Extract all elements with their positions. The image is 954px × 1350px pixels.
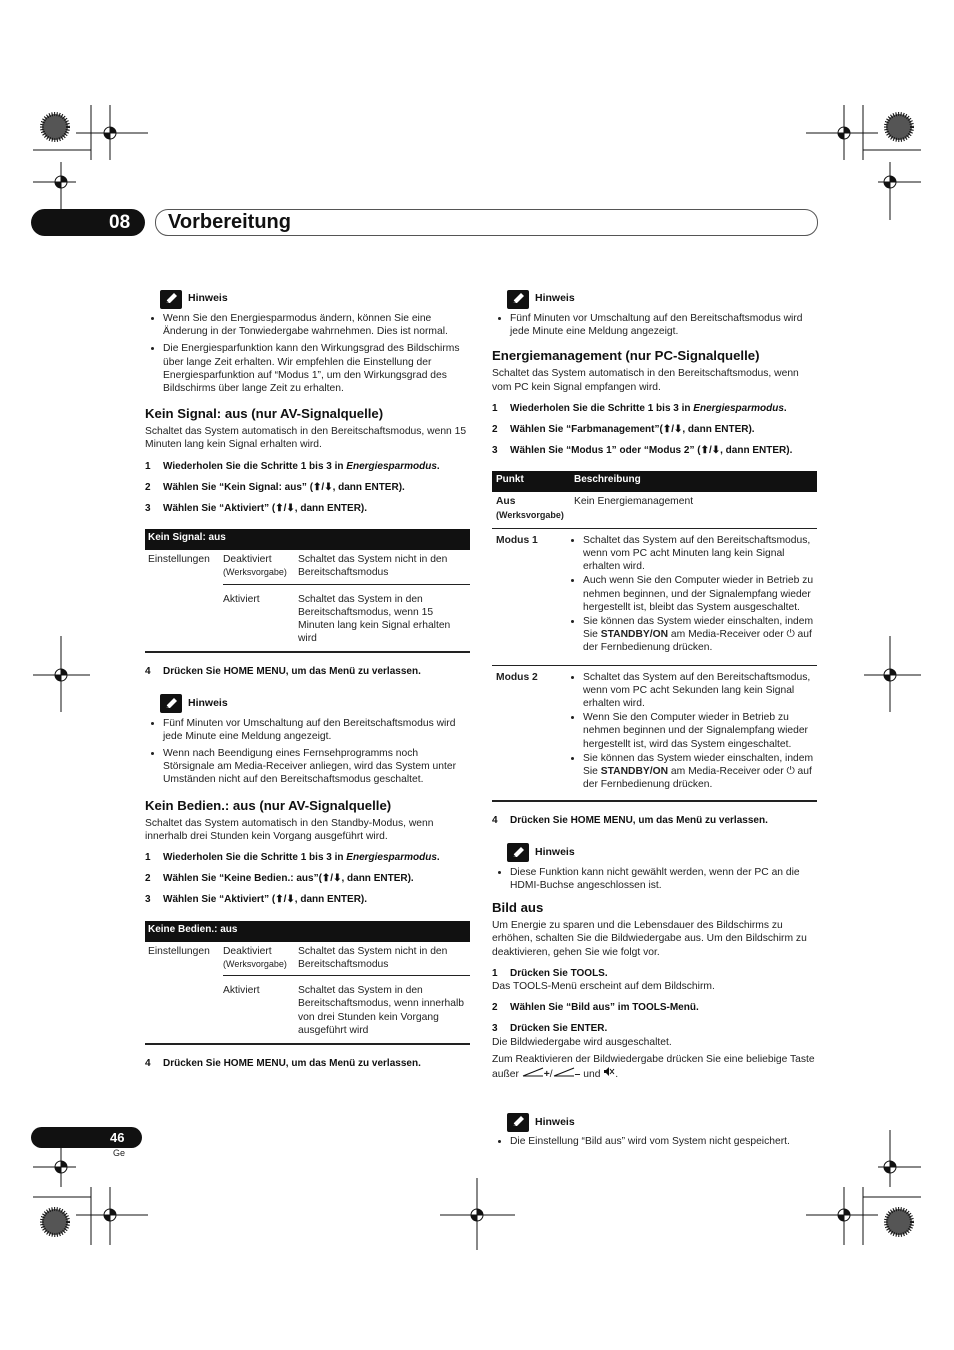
pencil-note-icon [160, 290, 182, 309]
step: 1 Wiederholen Sie die Schritte 1 bis 3 in Energiesparmodus. [492, 402, 787, 414]
language-code: Ge [113, 1148, 126, 1158]
left-column [145, 288, 470, 1070]
hint-list [500, 312, 817, 338]
hint-list [500, 1135, 817, 1148]
step: 4 Drücken Sie HOME MENU, um das Menü zu verlassen. [145, 1057, 421, 1069]
arrow-up-down-icon: ⬆/⬇ [700, 445, 721, 457]
step-description: Die Bildwiedergabe wird ausgeschaltet. [492, 1036, 672, 1048]
pencil-note-icon [507, 1113, 529, 1132]
table-row: Modus 2 • Schaltet das System auf den Bereitschaftsmodus, wenn vom PC acht Sekunden lang kein Signal erhalten wird. • Wenn Sie den Computer wieder in Betrieb zu nehmen beginnen und der Signalempfang wieder hergestellt ist, wird das System eingeschaltet. • Sie können das System wieder einschalten, indem Sie STANDBY/ON am Media-Receiver oder ⏻ auf der Fernbedienung drücken. [492, 666, 817, 801]
settings-table [145, 921, 470, 1045]
step: 4 Drücken Sie HOME MENU, um das Menü zu verlassen. [492, 815, 768, 827]
pencil-note-icon [160, 694, 182, 713]
hint-header [160, 693, 470, 715]
step: 3 Drücken Sie ENTER. [492, 1023, 608, 1035]
settings-table [145, 529, 470, 653]
mute-icon [603, 1069, 615, 1080]
table-header: Kein Signal: aus [145, 529, 470, 550]
chapter-number: 08 [109, 212, 131, 233]
hint-label: Hinweis [188, 697, 228, 710]
step: 3 Wählen Sie “Modus 1” oder “Modus 2” (⬆/⬇, dann ENTER). [492, 445, 793, 457]
table-row: Aus (Werksvorgabe) Kein Energiemanagement [492, 492, 817, 528]
hint-header [160, 288, 470, 310]
arrow-up-down-icon: ⬆/⬇ [275, 894, 295, 906]
hint-list [500, 866, 817, 892]
list-item: • Wenn Sie den Energiesparmodus ändern, können Sie eine Änderung in der Tonwiedergabe wahrnehmen. Dies ist normal. [163, 312, 470, 338]
hint-label: Hinweis [535, 846, 575, 859]
reactivate-text: Zum Reaktivieren der Bildwiedergabe drücken Sie eine beliebige Taste außer +/ – und . [492, 1053, 815, 1080]
page-title: Vorbereitung [168, 211, 291, 233]
list-item: • Diese Funktion kann nicht gewählt werden, wenn der PC an die HDMI-Buchse angeschlossen ist. [510, 866, 817, 892]
step: 2 Wählen Sie “Bild aus” im TOOLS-Menü. [492, 1002, 699, 1014]
step: 4 Drücken Sie HOME MENU, um das Menü zu verlassen. [145, 666, 421, 678]
step: 2 Wählen Sie “Keine Bedien.: aus”(⬆/⬇, dann ENTER). [145, 873, 414, 885]
page-number: 46 [110, 1130, 125, 1145]
arrow-up-down-icon: ⬆/⬇ [321, 873, 342, 885]
table-row: Aktiviert Schaltet das System in den Bereitschaftsmodus, wenn innerhalb von drei Stunden kein Vorgang ausgeführt wird [145, 975, 470, 1043]
step: 2 Wählen Sie “Farbmanagement”(⬆/⬇, dann ENTER). [492, 424, 755, 436]
power-icon: ⏻ [786, 766, 795, 778]
list-item: • Die Einstellung “Bild aus” wird vom System nicht gespeichert. [510, 1135, 817, 1148]
step: 1 Wiederholen Sie die Schritte 1 bis 3 in Energiesparmodus. [145, 852, 440, 864]
section-intro: Schaltet das System automatisch in den Bereitschaftsmodus, wenn vom PC kein Signal empfangen wird. [492, 368, 799, 393]
section-intro: Schaltet das System automatisch in den Standby-Modus, wenn innerhalb drei Stunden kein Vorgang ausgeführt wird. [145, 817, 434, 842]
section-title: Bild aus [492, 900, 544, 916]
pencil-note-icon [507, 843, 529, 862]
list-item: • Fünf Minuten vor Umschaltung auf den Bereitschaftsmodus wird jede Minute eine Meldung angezeigt. [163, 717, 470, 743]
right-column [492, 288, 817, 1152]
power-icon: ⏻ [786, 629, 795, 641]
hint-header [507, 288, 817, 310]
volume-icon [553, 1069, 575, 1080]
table-row: Modus 1 • Schaltet das System auf den Bereitschaftsmodus, wenn vom PC acht Minuten lang kein Signal erhalten wird. • Auch wenn Sie den Computer wieder in Betrieb zu nehmen beginnen, und der Signalempfang wieder hergestellt ist, bleibt das System ausgeschaltet. • Sie können das System wieder einschalten, indem Sie STANDBY/ON am Media-Receiver oder ⏻ auf der Fernbedienung drücken. [492, 529, 817, 666]
table-header: Punkt Beschreibung [492, 471, 817, 492]
table-row: Einstellungen Deaktiviert (Werksvorgabe) Schaltet das System nicht in den Bereitschaftsmodus [148, 554, 448, 579]
list-item: • Wenn nach Beendigung eines Fernsehprogramms noch Störsignale am Media-Receiver anliegen, wird das System unter Umständen nicht auf den Bereitschaftsmodus geschaltet. [163, 747, 470, 787]
volume-icon [522, 1069, 544, 1080]
table-row: Einstellungen Deaktiviert (Werksvorgabe) Schaltet das System nicht in den Bereitschaftsmodus [148, 945, 448, 970]
arrow-up-down-icon: ⬆/⬇ [313, 481, 333, 493]
table-row: Aktiviert Schaltet das System in den Bereitschaftsmodus, wenn 15 Minuten lang kein Signal erhalten wird [145, 584, 470, 652]
hint-header [507, 842, 817, 864]
hint-label: Hinweis [535, 1115, 575, 1128]
table-header: Keine Bedien.: aus [145, 921, 470, 942]
hint-label: Hinweis [535, 292, 575, 305]
section-intro: Schaltet das System automatisch in den Bereitschaftsmodus, wenn 15 Minuten lang kein Signal erhalten wird. [145, 426, 467, 451]
step: 3 Wählen Sie “Aktiviert” (⬆/⬇, dann ENTER). [145, 894, 368, 906]
step: 2 Wählen Sie “Kein Signal: aus” (⬆/⬇, dann ENTER). [145, 481, 405, 493]
hint-list [153, 717, 470, 787]
section-title: Kein Bedien.: aus (nur AV-Signalquelle) [145, 797, 392, 813]
section-title: Energiemanagement (nur PC-Signalquelle) [492, 348, 760, 364]
hint-list [153, 312, 470, 395]
hint-label: Hinweis [188, 292, 228, 305]
mode-table [492, 471, 817, 802]
pencil-note-icon [507, 290, 529, 309]
step-description: Das TOOLS-Menü erscheint auf dem Bildschirm. [492, 980, 715, 992]
list-item: • Die Energiesparfunktion kann den Wirkungsgrad des Bildschirms über lange Zeit erhalten. Wir empfehlen die Einstellung der Energiesparfunktion auf “Modus 1”, um den Wirkungsgrad des Bildschirms über lange Zeit zu erhalten. [163, 342, 470, 395]
list-item: • Fünf Minuten vor Umschaltung auf den Bereitschaftsmodus wird jede Minute eine Meldung angezeigt. [510, 312, 817, 338]
arrow-up-down-icon: ⬆/⬇ [662, 424, 683, 436]
step: 1 Drücken Sie TOOLS. [492, 967, 608, 979]
step: 3 Wählen Sie “Aktiviert” (⬆/⬇, dann ENTER). [145, 503, 368, 515]
section-intro: Um Energie zu sparen und die Lebensdauer des Bildschirms zu erhöhen, schalten Sie die Bildwiedergabe aus. Um den Bildschirm zu deaktivieren, gehen Sie wie folgt vor. [492, 920, 807, 958]
section-title: Kein Signal: aus (nur AV-Signalquelle) [145, 406, 384, 422]
arrow-up-down-icon: ⬆/⬇ [275, 503, 295, 515]
step: 1 Wiederholen Sie die Schritte 1 bis 3 in Energiesparmodus. [145, 460, 440, 472]
hint-header [507, 1111, 817, 1133]
